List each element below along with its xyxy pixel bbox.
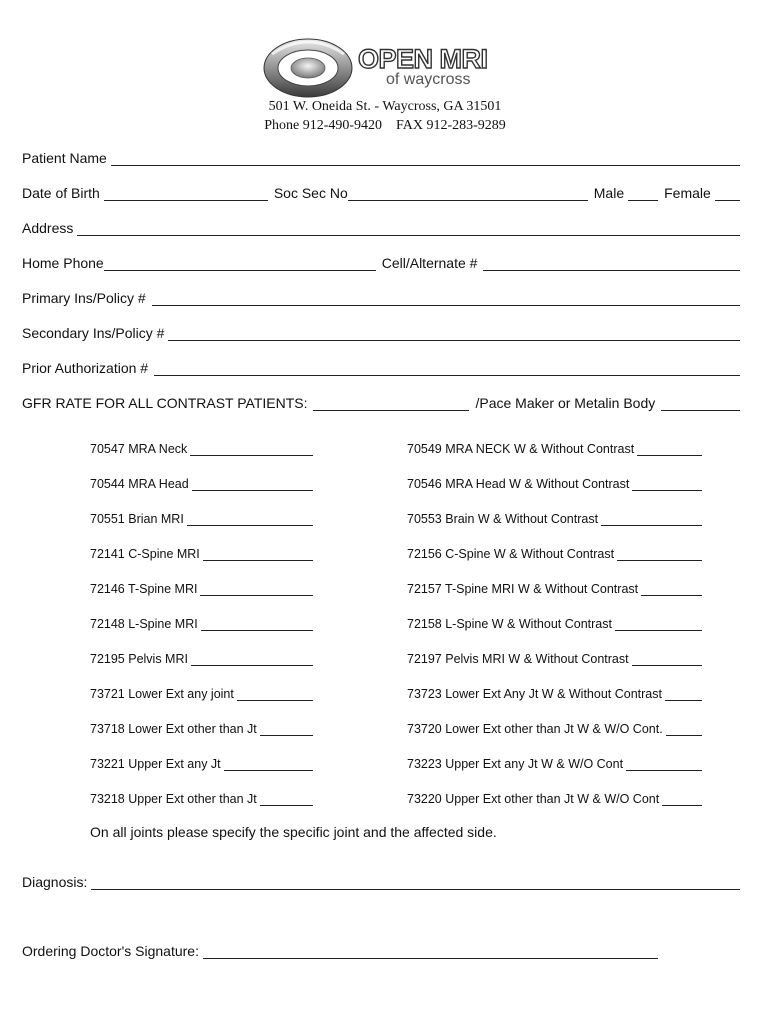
primary-ins-label: Primary Ins/Policy #	[22, 290, 146, 306]
procedure-label: 73720 Lower Ext other than Jt W & W/O Cont.	[407, 722, 663, 736]
procedure-check-field[interactable]	[626, 759, 702, 771]
prior-auth-label: Prior Authorization #	[22, 360, 149, 376]
dob-row	[22, 183, 740, 201]
procedure-label: 72197 Pelvis MRI W & Without Contrast	[407, 652, 629, 666]
procedure-left-item	[90, 790, 313, 806]
procedure-label: 72158 L-Spine W & Without Contrast	[407, 617, 612, 631]
procedure-right-item	[407, 720, 702, 736]
procedure-label: 72146 T-Spine MRI	[90, 582, 198, 596]
male-field[interactable]	[628, 187, 658, 201]
procedure-label: 70553 Brain W & Without Contrast	[407, 512, 599, 526]
procedure-left-item	[90, 440, 313, 456]
procedure-check-field[interactable]	[190, 444, 313, 456]
address-contact: Phone 912-490-9420 FAX 912-283-9289	[264, 118, 506, 133]
procedure-row	[90, 755, 702, 773]
procedure-label: 70547 MRA Neck	[90, 442, 188, 456]
procedure-label: 72195 Pelvis MRI	[90, 652, 188, 666]
procedure-label: 72156 C-Spine W & Without Contrast	[407, 547, 615, 561]
patient-name-row	[22, 148, 740, 166]
joint-note: On all joints please specify the specific joint and the affected side.	[90, 824, 497, 840]
gfr-label: GFR RATE FOR ALL CONTRAST PATIENTS:	[22, 395, 308, 411]
procedure-check-field[interactable]	[637, 444, 702, 456]
female-field[interactable]	[715, 187, 740, 201]
procedure-check-field[interactable]	[224, 759, 313, 771]
procedure-row	[90, 545, 702, 563]
procedure-check-field[interactable]	[191, 654, 313, 666]
procedure-right-item	[407, 685, 702, 701]
procedure-left-item	[90, 545, 313, 561]
procedure-label: 73221 Upper Ext any Jt	[90, 757, 221, 771]
procedure-label: 70544 MRA Head	[90, 477, 189, 491]
procedure-label: 73718 Lower Ext other than Jt	[90, 722, 257, 736]
procedure-row	[90, 475, 702, 493]
procedure-right-item	[407, 790, 702, 806]
address-street: 501 W. Oneida St. - Waycross, GA 31501	[268, 99, 502, 114]
procedure-check-field[interactable]	[632, 654, 702, 666]
prior-auth-row	[22, 358, 740, 376]
procedure-label: 72148 L-Spine MRI	[90, 617, 198, 631]
logo-subtitle: of waycross	[386, 71, 471, 88]
procedure-check-field[interactable]	[601, 514, 702, 526]
diagnosis-field[interactable]	[91, 876, 740, 890]
logo-title: OPEN MRI	[358, 44, 488, 74]
cell-label: Cell/Alternate #	[381, 255, 478, 271]
cell-field[interactable]	[483, 257, 740, 271]
procedure-check-field[interactable]	[632, 479, 702, 491]
primary-ins-row	[22, 288, 740, 306]
procedure-check-field[interactable]	[260, 794, 313, 806]
procedure-right-item	[407, 475, 702, 491]
procedure-row	[90, 650, 702, 668]
procedure-check-field[interactable]	[187, 514, 313, 526]
procedure-right-item	[407, 615, 702, 631]
gfr-field[interactable]	[313, 397, 469, 411]
procedure-row	[90, 720, 702, 738]
procedure-check-field[interactable]	[201, 619, 313, 631]
patient-name-label: Patient Name	[22, 150, 107, 166]
open-mri-logo	[262, 32, 512, 100]
procedure-right-item	[407, 440, 702, 456]
procedure-row	[90, 440, 702, 458]
home-phone-field[interactable]	[104, 257, 376, 271]
procedure-check-field[interactable]	[666, 724, 702, 736]
primary-ins-field[interactable]	[152, 292, 740, 306]
procedure-left-item	[90, 510, 313, 526]
procedure-row	[90, 510, 702, 528]
address-row	[22, 218, 740, 236]
procedure-left-item	[90, 580, 313, 596]
procedure-label: 73218 Upper Ext other than Jt	[90, 792, 257, 806]
procedure-check-field[interactable]	[617, 549, 702, 561]
procedure-left-item	[90, 720, 313, 736]
procedure-check-field[interactable]	[641, 584, 702, 596]
gfr-row	[22, 393, 740, 411]
procedure-check-field[interactable]	[615, 619, 702, 631]
address-label: Address	[22, 220, 74, 236]
signature-field[interactable]	[203, 945, 658, 959]
signature-label: Ordering Doctor's Signature:	[22, 943, 199, 959]
procedure-right-item	[407, 650, 702, 666]
procedure-label: 73220 Upper Ext other than Jt W & W/O Cont	[407, 792, 660, 806]
procedure-left-item	[90, 615, 313, 631]
procedure-check-field[interactable]	[665, 689, 702, 701]
phone-row	[22, 253, 740, 271]
procedure-row	[90, 790, 702, 808]
prior-auth-field[interactable]	[154, 362, 740, 376]
procedure-right-item	[407, 545, 702, 561]
patient-name-field[interactable]	[111, 152, 740, 166]
procedure-check-field[interactable]	[200, 584, 313, 596]
procedure-check-field[interactable]	[203, 549, 313, 561]
procedure-right-item	[407, 755, 702, 771]
diagnosis-row	[22, 872, 740, 890]
procedure-label: 70551 Brian MRI	[90, 512, 184, 526]
procedure-row	[90, 580, 702, 598]
procedure-row	[90, 685, 702, 703]
secondary-ins-row	[22, 323, 740, 341]
procedure-left-item	[90, 755, 313, 771]
dob-label: Date of Birth	[22, 185, 100, 201]
procedure-right-item	[407, 580, 702, 596]
procedure-check-field[interactable]	[260, 724, 313, 736]
procedure-label: 72141 C-Spine MRI	[90, 547, 200, 561]
procedure-label: 73723 Lower Ext Any Jt W & Without Contrast	[407, 687, 662, 701]
procedure-right-item	[407, 510, 702, 526]
pace-maker-label: /Pace Maker or Metalin Body	[475, 395, 656, 411]
dob-field[interactable]	[104, 187, 268, 201]
procedure-check-field[interactable]	[237, 689, 313, 701]
signature-row	[22, 941, 658, 959]
procedure-label: 72157 T-Spine MRI W & Without Contrast	[407, 582, 639, 596]
secondary-ins-field[interactable]	[168, 327, 740, 341]
ssn-field[interactable]	[348, 187, 588, 201]
procedure-label: 70549 MRA NECK W & Without Contrast	[407, 442, 635, 456]
procedure-check-field[interactable]	[192, 479, 313, 491]
procedure-label: 70546 MRA Head W & Without Contrast	[407, 477, 630, 491]
secondary-ins-label: Secondary Ins/Policy #	[22, 325, 165, 341]
pace-maker-field[interactable]	[661, 397, 740, 411]
ssn-label: Soc Sec No	[273, 185, 348, 201]
diagnosis-label: Diagnosis:	[22, 874, 88, 890]
address-field[interactable]	[77, 222, 740, 236]
female-label: Female	[664, 185, 711, 201]
procedure-left-item	[90, 650, 313, 666]
procedure-label: 73223 Upper Ext any Jt W & W/O Cont	[407, 757, 624, 771]
home-phone-label: Home Phone	[22, 255, 104, 271]
male-label: Male	[593, 185, 625, 201]
procedure-label: 73721 Lower Ext any joint	[90, 687, 234, 701]
procedure-left-item	[90, 685, 313, 701]
procedure-left-item	[90, 475, 313, 491]
procedure-row	[90, 615, 702, 633]
procedure-check-field[interactable]	[662, 794, 702, 806]
logo-ring-icon	[262, 32, 362, 100]
